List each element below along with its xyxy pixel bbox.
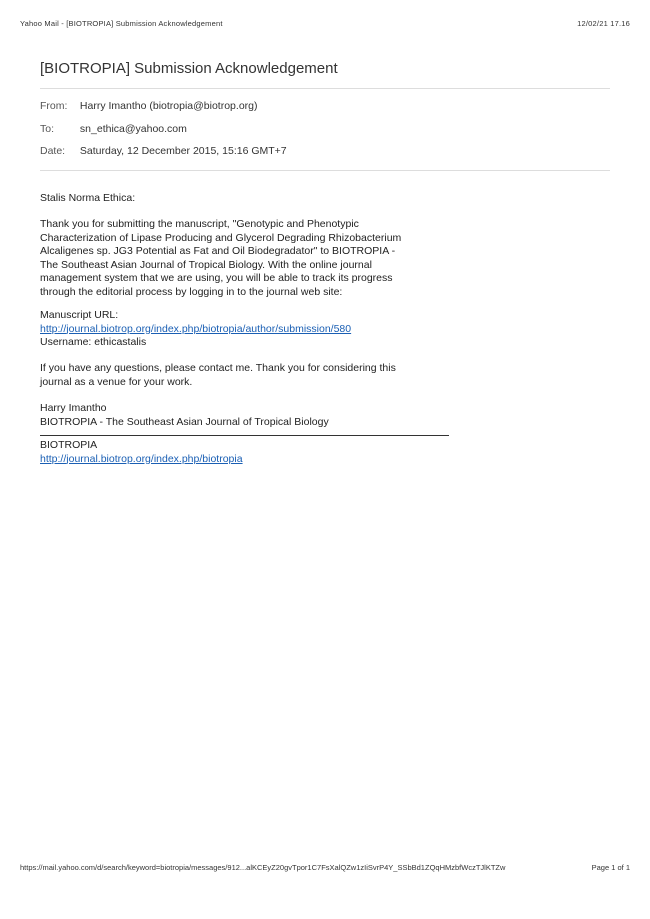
to-value: sn_ethica@yahoo.com — [79, 123, 187, 135]
para1-line: Thank you for submitting the manuscript, "Genotypic and Phenotypic — [40, 218, 359, 230]
signature-url-link[interactable]: http://journal.biotrop.org/index.php/biotropia — [40, 452, 243, 465]
signature-name: Harry Imantho — [40, 402, 107, 414]
manuscript-info — [40, 309, 460, 350]
manuscript-url-link[interactable]: http://journal.biotrop.org/index.php/biotropia/author/submission/580 — [40, 322, 352, 335]
from-value: Harry Imantho (biotropia@biotrop.org) — [79, 100, 258, 112]
print-header-title: Yahoo Mail - [BIOTROPIA] Submission Acknowledgement — [20, 19, 223, 28]
greeting-text: Stalis Norma Ethica: — [40, 192, 136, 204]
para1-line: management system that we are using, you will be able to track its progress — [40, 272, 393, 284]
para1-line: through the editorial process by logging in to the journal web site: — [40, 285, 343, 298]
header-divider-top — [40, 88, 610, 89]
signature — [40, 402, 460, 466]
username-line: Username: ethicastalis — [40, 336, 147, 348]
date-value: Saturday, 12 December 2015, 15:16 GMT+7 — [79, 145, 287, 157]
to-row — [40, 122, 187, 136]
body-paragraph-2 — [40, 362, 460, 389]
signature-separator — [40, 435, 449, 436]
print-footer — [20, 863, 630, 875]
manuscript-url-label: Manuscript URL: — [40, 309, 119, 321]
print-footer-url: https://mail.yahoo.com/d/search/keyword=biotropia/messages/912...alKCEyZ20gvTpor1C7FsXalQZw1zIiSvrP4Y_SSbBd1ZQqHMzbfWczTJlKTZw — [20, 863, 506, 872]
para2-line: If you have any questions, please contact me. Thank you for considering this — [40, 362, 396, 374]
from-row — [40, 99, 258, 113]
from-label: From: — [40, 100, 68, 112]
para2-line: journal as a venue for your work. — [40, 375, 193, 388]
date-row — [40, 144, 287, 158]
body-paragraph-1 — [40, 218, 460, 299]
email-subject: [BIOTROPIA] Submission Acknowledgement — [40, 60, 338, 77]
to-label: To: — [40, 123, 55, 135]
header-divider-bottom — [40, 170, 610, 171]
para1-line: Alcaligenes sp. JG3 Potential as Fat and Oil Biodegradator" to BIOTROPIA - — [40, 245, 396, 257]
signature-org: BIOTROPIA - The Southeast Asian Journal of Tropical Biology — [40, 415, 329, 428]
print-header-datetime: 12/02/21 17.16 — [577, 19, 630, 28]
signature-short: BIOTROPIA — [40, 439, 98, 451]
greeting — [40, 192, 460, 206]
print-footer-page: Page 1 of 1 — [591, 863, 630, 872]
para1-line: The Southeast Asian Journal of Tropical Biology. With the online journal — [40, 258, 372, 271]
para1-line: Characterization of Lipase Producing and Glycerol Degrading Rhizobacterium — [40, 231, 402, 244]
print-header — [20, 19, 630, 31]
date-label: Date: — [40, 145, 66, 157]
